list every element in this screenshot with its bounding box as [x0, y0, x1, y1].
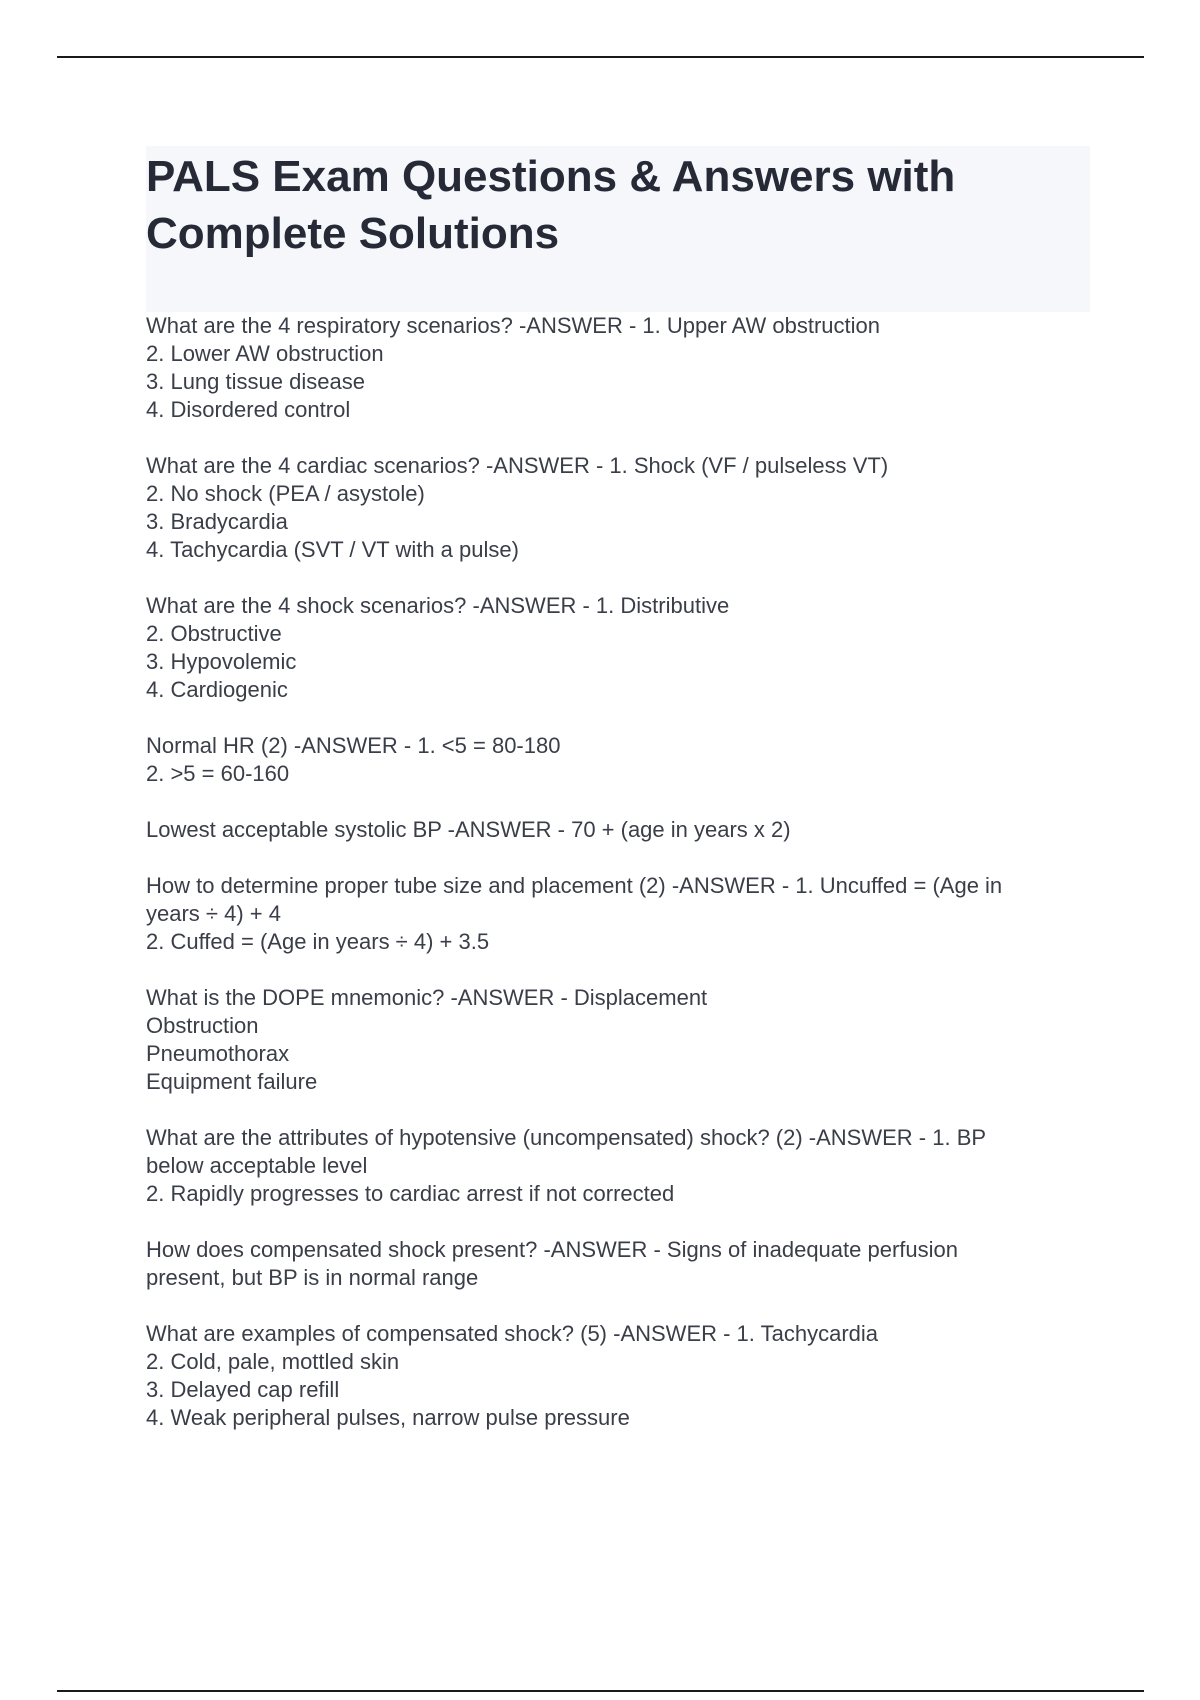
qa-line: How to determine proper tube size and placement (2) -ANSWER - 1. Uncuffed = (Age in [146, 873, 1003, 898]
qa-line: 2. Cold, pale, mottled skin [146, 1349, 400, 1374]
qa-line: Equipment failure [146, 1069, 318, 1094]
qa-line: What are the 4 respiratory scenarios? -ANSWER - 1. Upper AW obstruction [146, 313, 881, 338]
qa-line: below acceptable level [146, 1153, 368, 1178]
qa-line: 3. Lung tissue disease [146, 369, 365, 394]
qa-entry-dope [146, 984, 1090, 1096]
qa-entry-hypotensive-shock [146, 1124, 1090, 1208]
qa-line: 4. Disordered control [146, 397, 351, 422]
qa-entry-systolic-bp [146, 816, 1090, 844]
qa-line: 2. Obstructive [146, 621, 282, 646]
top-rule [57, 56, 1144, 58]
qa-line: 4. Cardiogenic [146, 677, 288, 702]
qa-entry-compensated-present [146, 1236, 1090, 1292]
qa-line: What are the 4 cardiac scenarios? -ANSWER - 1. Shock (VF / pulseless VT) [146, 453, 889, 478]
qa-line: 2. Lower AW obstruction [146, 341, 384, 366]
qa-line: 4. Weak peripheral pulses, narrow pulse pressure [146, 1405, 630, 1430]
qa-entry-shock [146, 592, 1090, 704]
qa-line: years ÷ 4) + 4 [146, 901, 281, 926]
qa-line: 2. >5 = 60-160 [146, 761, 290, 786]
qa-entry-tube-size [146, 872, 1090, 956]
qa-line: 4. Tachycardia (SVT / VT with a pulse) [146, 537, 519, 562]
qa-line: What are the attributes of hypotensive (uncompensated) shock? (2) -ANSWER - 1. BP [146, 1125, 987, 1150]
qa-line: 2. Cuffed = (Age in years ÷ 4) + 3.5 [146, 929, 490, 954]
qa-line: Normal HR (2) -ANSWER - 1. <5 = 80-180 [146, 733, 561, 758]
qa-line: What are examples of compensated shock? (5) -ANSWER - 1. Tachycardia [146, 1321, 879, 1346]
qa-line: What are the 4 shock scenarios? -ANSWER - 1. Distributive [146, 593, 730, 618]
qa-entry-compensated-examples [146, 1320, 1090, 1432]
bottom-rule [57, 1690, 1144, 1692]
qa-line: Lowest acceptable systolic BP -ANSWER - 70 + (age in years x 2) [146, 817, 791, 842]
title-block [146, 146, 1090, 312]
qa-line: 2. Rapidly progresses to cardiac arrest if not corrected [146, 1181, 675, 1206]
qa-line: present, but BP is in normal range [146, 1265, 479, 1290]
qa-line: Obstruction [146, 1013, 259, 1038]
qa-line: 3. Bradycardia [146, 509, 288, 534]
document-body [146, 146, 1090, 1460]
page-title: PALS Exam Questions & Answers with Complete Solutions [146, 152, 956, 258]
qa-entry-cardiac [146, 452, 1090, 564]
qa-line: 3. Hypovolemic [146, 649, 297, 674]
qa-line: 3. Delayed cap refill [146, 1377, 340, 1402]
qa-list [146, 312, 1090, 1432]
qa-line: Pneumothorax [146, 1041, 290, 1066]
qa-entry-normal-hr [146, 732, 1090, 788]
qa-entry-respiratory [146, 312, 1090, 424]
qa-line: What is the DOPE mnemonic? -ANSWER - Displacement [146, 985, 708, 1010]
qa-line: 2. No shock (PEA / asystole) [146, 481, 425, 506]
qa-line: How does compensated shock present? -ANSWER - Signs of inadequate perfusion [146, 1237, 958, 1262]
